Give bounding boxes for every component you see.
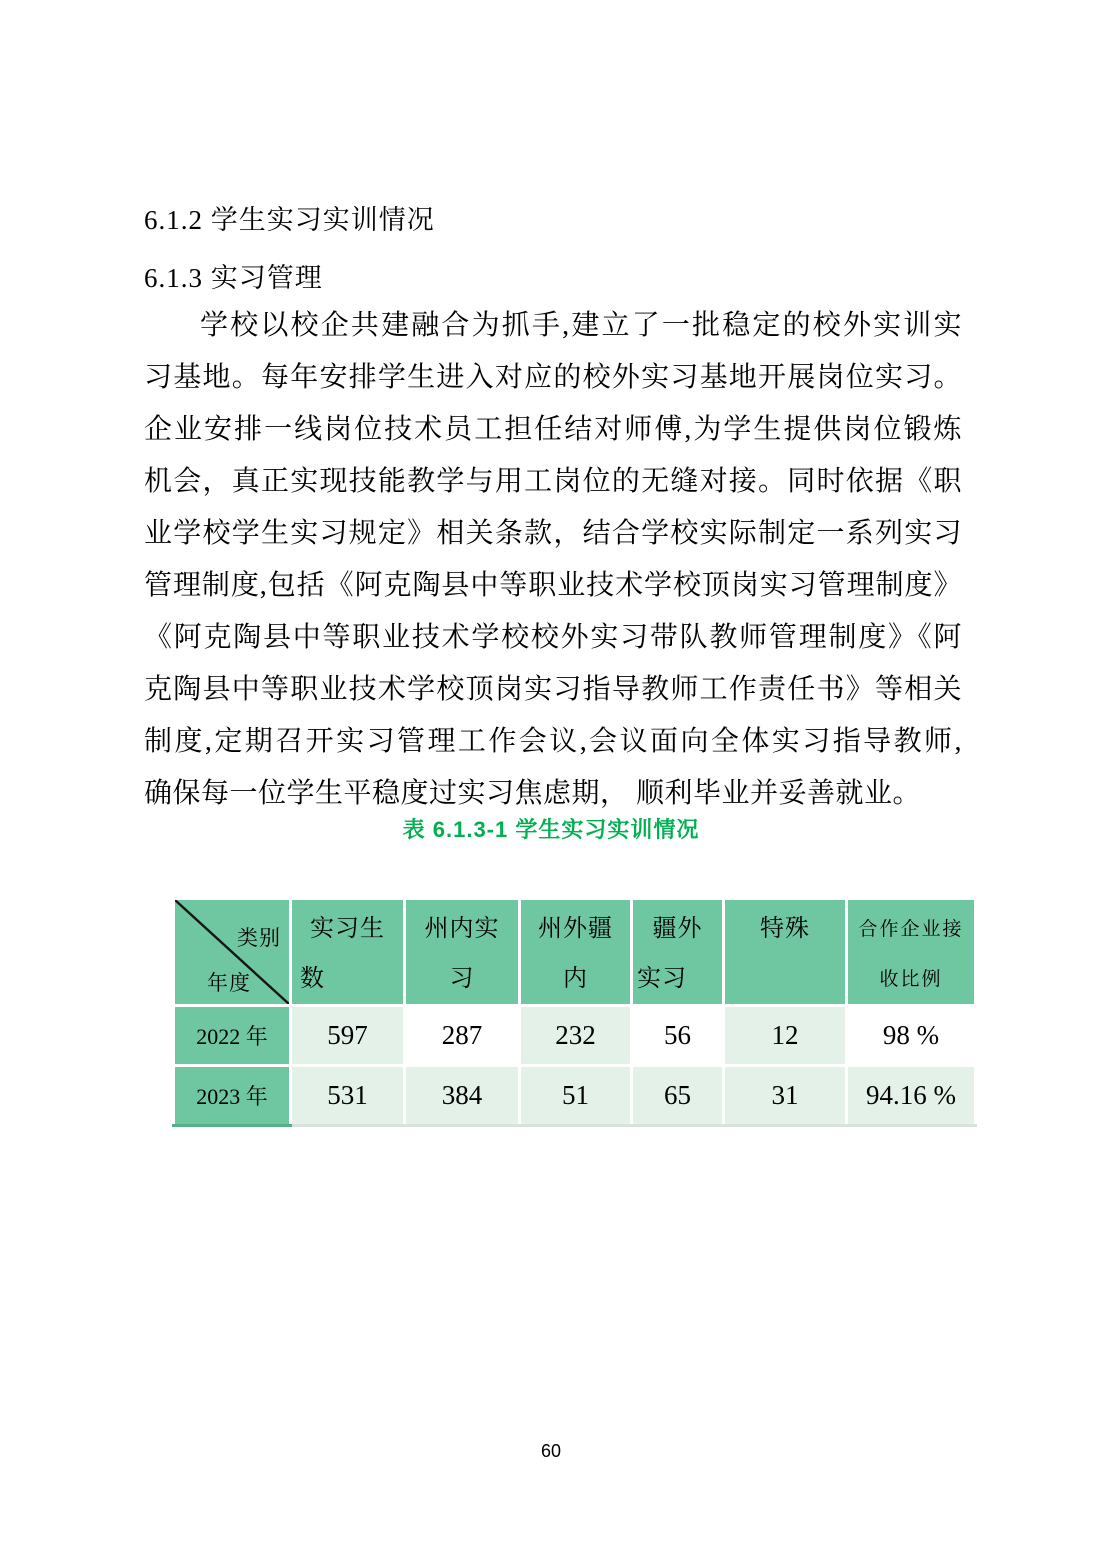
paragraph-line: 机会，真正实现技能教学与用工岗位的无缝对接。同时依据《职 bbox=[144, 466, 962, 497]
corner-header-cell bbox=[174, 899, 291, 1006]
header-line: 习 bbox=[449, 966, 475, 992]
row-header-2023: 2023 年 bbox=[174, 1066, 291, 1126]
header-line: 疆外 bbox=[652, 916, 703, 942]
header-line: 实习生 bbox=[310, 916, 385, 942]
paragraph-line: 学校以校企共建融合为抓手,建立了一批稳定的校外实训实 bbox=[200, 310, 962, 341]
cell-2022-rate: 98 % bbox=[847, 1006, 976, 1066]
paragraph-line: 习基地。每年安排学生进入对应的校外实习基地开展岗位实习。 bbox=[144, 362, 962, 393]
cell-2022-out-region: 56 bbox=[632, 1006, 724, 1066]
table-row-2023 bbox=[174, 1066, 976, 1126]
corner-label-year: 年度 bbox=[207, 971, 251, 995]
header-cell-in-prefecture bbox=[405, 899, 520, 1006]
table-row-2022 bbox=[174, 1006, 976, 1066]
header-line: 合作企业接 bbox=[858, 919, 964, 940]
paragraph-line: 确保每一位学生平稳度过实习焦虑期， 顺利毕业并妥善就业。 bbox=[144, 778, 922, 809]
cell-2023-out-region: 65 bbox=[632, 1066, 724, 1126]
body-paragraph bbox=[144, 300, 962, 820]
internship-table bbox=[172, 897, 977, 1127]
paragraph-line: 制度,定期召开实习管理工作会议,会议面向全体实习指导教师, bbox=[144, 726, 962, 757]
cell-2023-in-prefecture: 384 bbox=[405, 1066, 520, 1126]
section-heading-6-1-2: 6.1.2 学生实习实训情况 bbox=[144, 205, 435, 235]
header-cell-enterprise-rate bbox=[847, 899, 976, 1006]
section-heading-6-1-3: 6.1.3 实习管理 bbox=[144, 263, 323, 293]
paragraph-line: 业学校学生实习规定》相关条款，结合学校实际制定一系列实习 bbox=[144, 518, 962, 549]
header-cell-out-region bbox=[632, 899, 724, 1006]
header-line: 实习 bbox=[637, 966, 687, 992]
cell-2022-in-prefecture: 287 bbox=[405, 1006, 520, 1066]
corner-label-category: 类别 bbox=[237, 926, 281, 950]
paragraph-line: 企业安排一线岗位技术员工担任结对师傅,为学生提供岗位锻炼 bbox=[144, 414, 962, 445]
cell-2023-rate: 94.16 % bbox=[847, 1066, 976, 1126]
cell-2022-special: 12 bbox=[724, 1006, 847, 1066]
header-cell-special bbox=[724, 899, 847, 1006]
row-header-2022: 2022 年 bbox=[174, 1006, 291, 1066]
header-line: 数 bbox=[300, 966, 325, 992]
paragraph-line: 克陶县中等职业技术学校顶岗实习指导教师工作责任书》等相关 bbox=[144, 674, 962, 705]
page-number: 60 bbox=[540, 1441, 562, 1461]
cell-2022-total: 597 bbox=[291, 1006, 405, 1066]
table-caption: 表 6.1.3-1 学生实习实训情况 bbox=[402, 817, 700, 842]
cell-2023-total: 531 bbox=[291, 1066, 405, 1126]
header-cell-out-prefecture-in-region bbox=[520, 899, 632, 1006]
header-line: 州内实 bbox=[424, 916, 500, 942]
header-line: 州外疆 bbox=[538, 916, 613, 942]
paragraph-line: 《阿克陶县中等职业技术学校校外实习带队教师管理制度》《阿 bbox=[144, 622, 962, 653]
cell-2022-out-prefecture: 232 bbox=[520, 1006, 632, 1066]
header-line: 内 bbox=[563, 966, 588, 992]
paragraph-line: 管理制度,包括《阿克陶县中等职业技术学校顶岗实习管理制度》 bbox=[144, 570, 962, 601]
header-line: 收比例 bbox=[879, 969, 943, 990]
header-cell-interns-total bbox=[291, 899, 405, 1006]
header-line bbox=[725, 953, 845, 1003]
header-line: 特殊 bbox=[760, 916, 810, 942]
cell-2023-special: 31 bbox=[724, 1066, 847, 1126]
table-header-row bbox=[174, 899, 976, 1006]
cell-2023-out-prefecture: 51 bbox=[520, 1066, 632, 1126]
